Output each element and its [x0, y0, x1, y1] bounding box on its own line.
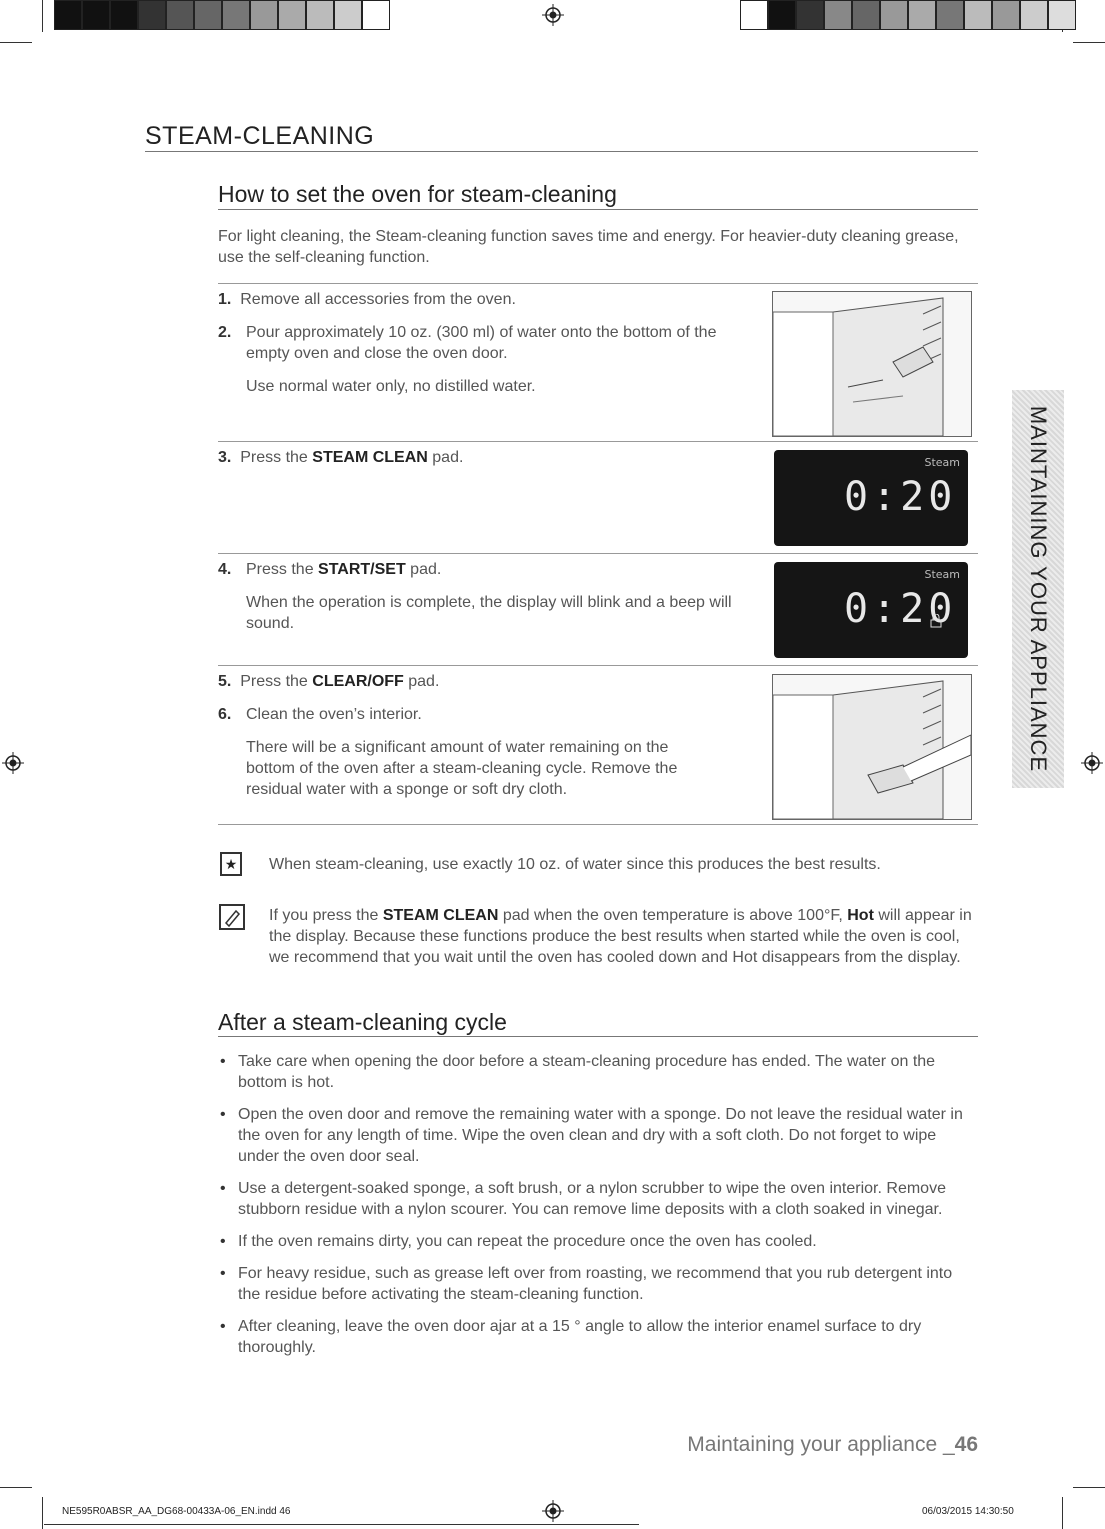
registration-mark-icon: [542, 1500, 564, 1522]
tip-text: When steam-cleaning, use exactly 10 oz. of water since this produces the best results.: [269, 856, 881, 873]
step-2-note: Use normal water only, no distilled water.: [246, 378, 536, 395]
list-item: • If the oven remains dirty, you can repeat the procedure once the oven has cooled.: [218, 1231, 976, 1252]
slug-date: 06/03/2015 14:30:50: [922, 1506, 1014, 1517]
oven-water-illustration: [772, 291, 972, 437]
list-item: • Take care when opening the door before a steam-cleaning procedure has ended. The water on the bottom is hot.: [218, 1051, 976, 1093]
subheading-rule: [218, 1036, 978, 1037]
side-tab-label: MAINTAINING YOUR APPLIANCE: [1026, 405, 1051, 773]
registration-mark-icon: [2, 752, 24, 774]
display-panel: [774, 562, 968, 658]
how-to-heading: How to set the oven for steam-cleaning: [218, 181, 617, 207]
lock-icon: [930, 614, 942, 628]
steam-indicator: Steam: [924, 568, 960, 581]
step-6-note: There will be a significant amount of water remaining on the bottom of the oven after a steam-cleaning cycle. Remove the residual water with a sponge or soft dry cloth.: [246, 739, 678, 798]
subheading-rule: [218, 209, 978, 210]
after-heading: After a steam-cleaning cycle: [218, 1009, 507, 1035]
crop-mark: [1073, 42, 1105, 43]
color-bar-left: [54, 0, 390, 32]
color-bar-right: [740, 0, 1076, 32]
crop-mark: [42, 0, 43, 32]
crop-mark: [0, 1487, 32, 1488]
crop-mark: [0, 42, 32, 43]
note-pencil-icon: [219, 904, 245, 930]
intro-text: For light cleaning, the Steam-cleaning function saves time and energy. For heavier-duty cleaning grease, use the self-cleaning function.: [218, 228, 959, 266]
step-2: 2. Pour approximately 10 oz. (300 ml) of water onto the bottom of the empty oven and close the oven door. Use normal water only, no distilled water.: [218, 322, 753, 397]
crop-mark: [1062, 1497, 1063, 1529]
footer-label: Maintaining your appliance _: [687, 1433, 955, 1456]
slug-rule: [44, 1524, 639, 1525]
list-item: • For heavy residue, such as grease left over from roasting, we recommend that you rub detergent into the residue before activating the steam-cleaning function.: [218, 1263, 976, 1305]
divider: [218, 441, 978, 442]
steam-indicator: Steam: [924, 456, 960, 469]
list-item: • Open the oven door and remove the remaining water with a sponge. Do not leave the residual water in the oven for any length of time. Wipe the oven clean and dry with a soft cloth. Do not forget to wipe under the oven door seal.: [218, 1104, 976, 1167]
divider: [218, 283, 978, 284]
side-chapter-tab: [1012, 390, 1064, 788]
registration-mark-icon: [542, 4, 564, 26]
divider: [218, 553, 978, 554]
timer-digits: 0:20: [844, 586, 957, 632]
page-number: 46: [954, 1433, 978, 1456]
step-6: 6. Clean the oven’s interior. There will be a significant amount of water remaining on the bottom of the oven after a steam-cleaning cycle. Remove the residual water with a sponge or soft dry cloth.: [218, 704, 718, 800]
page-title: STEAM-CLEANING: [145, 122, 375, 150]
tip-star-icon: ★: [220, 852, 242, 876]
after-bullet-list: [218, 1051, 976, 1369]
crop-mark: [42, 1497, 43, 1529]
crop-mark: [1073, 1487, 1105, 1488]
timer-digits: 0:20: [844, 474, 957, 520]
page-footer: [687, 1433, 978, 1457]
note-text: If you press the STEAM CLEAN pad when the oven temperature is above 100°F, Hot will appear in the display. Because these functions produce the best results when started while the oven is cool, we recommend that you wait until the oven has cooled down and Hot disappears from the display.: [269, 907, 972, 966]
step-4: 4. Press the START/SET pad. When the operation is complete, the display will blink and a beep will sound.: [218, 559, 753, 634]
step-5: 5. Press the CLEAR/OFF pad.: [218, 673, 440, 690]
list-item: • Use a detergent-soaked sponge, a soft brush, or a nylon scrubber to wipe the oven interior. Remove stubborn residue with a nylon scourer. You can remove lime deposits with a cloth soaked in vinegar.: [218, 1178, 976, 1220]
list-item: • After cleaning, leave the oven door ajar at a 15 ° angle to allow the interior enamel surface to dry thoroughly.: [218, 1316, 976, 1358]
slug-file: NE595R0ABSR_AA_DG68-00433A-06_EN.indd 46: [62, 1506, 291, 1517]
divider: [218, 824, 978, 825]
step-3: 3. Press the STEAM CLEAN pad.: [218, 449, 464, 466]
divider: [218, 665, 978, 666]
title-rule: [145, 151, 978, 152]
step-1: 1. Remove all accessories from the oven.: [218, 291, 516, 308]
step-4-note: When the operation is complete, the display will blink and a beep will sound.: [246, 594, 732, 632]
oven-wiping-illustration: [772, 674, 972, 820]
display-panel: [774, 450, 968, 546]
registration-mark-icon: [1081, 752, 1103, 774]
